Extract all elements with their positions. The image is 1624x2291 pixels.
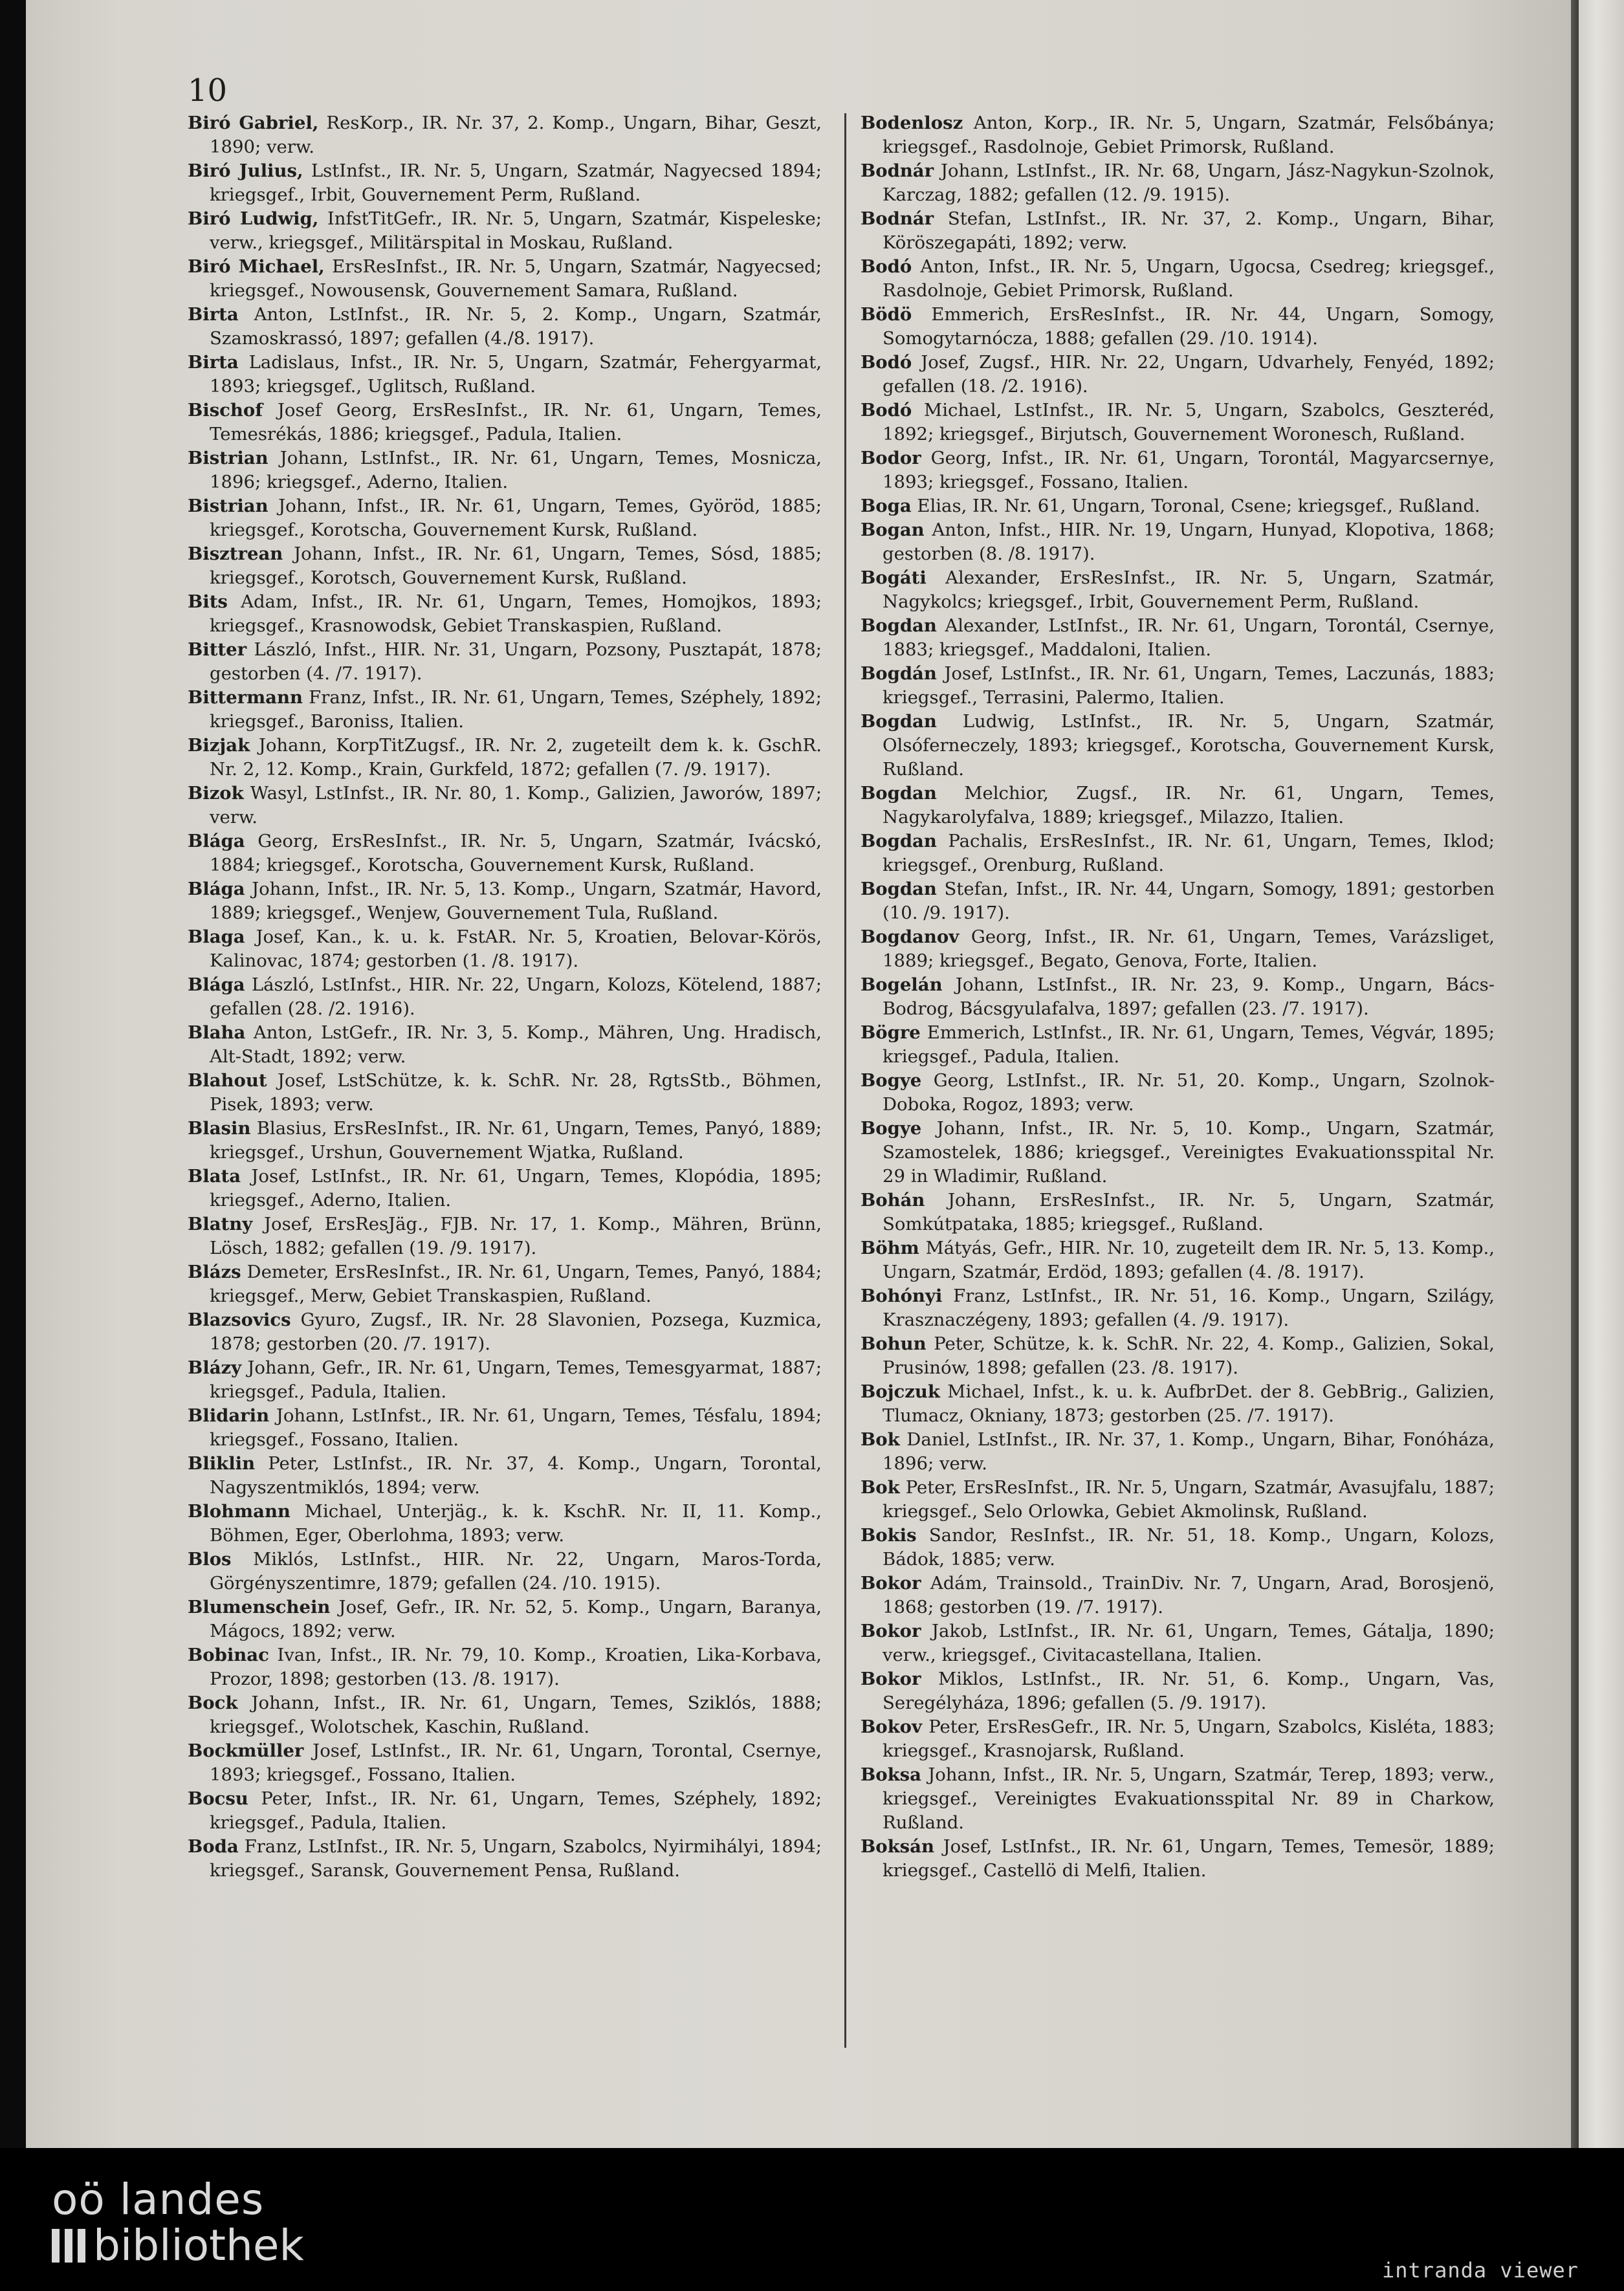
entry-surname: Bitter [188,639,247,660]
register-entry [861,829,1495,877]
entry-surname: Bodnár [861,160,934,181]
register-entry [188,1835,822,1883]
logo-text-line1: oö landes [52,2175,265,2224]
entry-surname: Blaga [188,926,245,947]
register-entry [188,1452,822,1500]
library-logo[interactable] [52,2177,304,2269]
register-entry [188,1548,822,1595]
register-entry [861,207,1495,255]
entry-details: Georg, Infst., IR. Nr. 61, Ungarn, Torontál, Magyarcsernye, 1893; kriegsgef., Fossano, Italien. [883,448,1495,492]
entry-surname: Bizjak [188,735,250,756]
column-divider [844,113,846,2048]
register-entry [861,111,1495,159]
entry-surname: Biró Julius, [188,160,303,181]
right-column [861,111,1495,1883]
entry-details: Peter, ErsResGefr., IR. Nr. 5, Ungarn, Szabolcs, Kisléta, 1883; kriegsgef., Krasnojarsk, Rußland. [883,1716,1495,1761]
entry-details: Josef, LstInfst., IR. Nr. 61, Ungarn, Temes, Klopódia, 1895; kriegsgef., Aderno, Italien. [210,1166,822,1211]
register-entry [861,446,1495,494]
entry-surname: Bizok [188,783,244,804]
register-entry [861,1380,1495,1428]
entry-surname: Boksa [861,1764,921,1785]
entry-details: Josef, Zugsf., HIR. Nr. 22, Ungarn, Udvarhely, Fenyéd, 1892; gefallen (18. /2. 1916). [883,352,1495,397]
register-entry [861,494,1495,518]
register-entry [188,207,822,255]
entry-details: Josef, LstInfst., IR. Nr. 61, Ungarn, Torontal, Csernye, 1893; kriegsgef., Fossano, Italien. [210,1740,822,1785]
entry-details: Alexander, ErsResInfst., IR. Nr. 5, Ungarn, Szatmár, Nagykolcs; kriegsgef., Irbit, Gouvernement Perm, Rußland. [883,567,1495,612]
entry-surname: Bischof [188,400,263,421]
entry-surname: Bodnár [861,208,934,229]
entry-details: Wasyl, LstInfst., IR. Nr. 80, 1. Komp., Galizien, Jaworów, 1897; verw. [210,783,822,828]
entry-surname: Bobinac [188,1645,269,1665]
register-entry [861,662,1495,710]
entry-details: Anton, LstGefr., IR. Nr. 3, 5. Komp., Mähren, Ung. Hradisch, Alt-Stadt, 1892; verw. [210,1022,822,1067]
entry-details: Josef, LstInfst., IR. Nr. 61, Ungarn, Temes, Temesör, 1889; kriegsgef., Castellö di Melfi, Italien. [883,1836,1495,1881]
entry-surname: Blos [188,1549,232,1570]
register-entry [861,1069,1495,1117]
entry-surname: Blohmann [188,1501,291,1522]
register-entry [861,1021,1495,1069]
entry-surname: Bits [188,591,228,612]
entry-surname: Bittermann [188,687,303,708]
register-entry [861,255,1495,303]
entry-surname: Bocsu [188,1788,248,1809]
entry-details: Miklós, LstInfst., HIR. Nr. 22, Ungarn, Maros-Torda, Görgényszentimre, 1879; gefallen (24. /10. 1915). [210,1549,822,1594]
register-entry [861,1667,1495,1715]
left-column [188,111,822,1883]
entry-surname: Biró Gabriel, [188,113,319,133]
entry-surname: Bodor [861,448,921,468]
register-entry [188,111,822,159]
entry-surname: Bodenlosz [861,113,963,133]
register-entry [861,1524,1495,1572]
entry-details: Adám, Trainsold., TrainDiv. Nr. 7, Ungarn, Arad, Borosjenö, 1868; gestorben (19. /7. 1917). [883,1573,1495,1617]
entry-details: Emmerich, LstInfst., IR. Nr. 61, Ungarn, Temes, Végvár, 1895; kriegsgef., Padula, Italien. [883,1022,1495,1067]
entry-surname: Blumenschein [188,1597,331,1617]
register-entry [188,877,822,925]
register-entry [188,1404,822,1452]
entry-surname: Biró Michael, [188,256,325,277]
entry-surname: Birta [188,352,239,373]
entry-surname: Blága [188,974,245,995]
entry-surname: Bodó [861,400,912,421]
entry-details: Johann, LstInfst., IR. Nr. 68, Ungarn, Jász-Nagykun-Szolnok, Karczag, 1882; gefallen (12. /9. 1915). [883,160,1495,205]
entry-details: Johann, LstInfst., IR. Nr. 23, 9. Komp., Ungarn, Bács-Bodrog, Bácsgyulafalva, 1897; gefallen (23. /7. 1917). [883,974,1495,1019]
entry-surname: Bogdan [861,879,937,899]
register-entry [188,1021,822,1069]
register-entry [188,1308,822,1356]
entry-surname: Bokor [861,1621,921,1641]
entry-details: Ivan, Infst., IR. Nr. 79, 10. Komp., Kroatien, Lika-Korbava, Prozor, 1898; gestorben (13. /8. 1917). [210,1645,822,1689]
entry-details: Sandor, ResInfst., IR. Nr. 51, 18. Komp., Ungarn, Kolozs, Bádok, 1885; verw. [883,1525,1495,1570]
register-entry [861,1332,1495,1380]
register-entry [188,1595,822,1643]
entry-details: Josef, LstInfst., IR. Nr. 61, Ungarn, Temes, Laczunás, 1883; kriegsgef., Terrasini, Palermo, Italien. [883,663,1495,708]
entry-surname: Biró Ludwig, [188,208,319,229]
register-entry [861,518,1495,566]
register-entry [861,973,1495,1021]
register-entry [861,1189,1495,1236]
entry-details: Daniel, LstInfst., IR. Nr. 37, 1. Komp., Ungarn, Bihar, Fonóháza, 1896; verw. [883,1429,1495,1474]
entry-details: Josef Georg, ErsResInfst., IR. Nr. 61, Ungarn, Temes, Temesrékás, 1886; kriegsgef., Padula, Italien. [210,400,822,444]
register-entry [188,1691,822,1739]
entry-details: Johann, LstInfst., IR. Nr. 61, Ungarn, Temes, Mosnicza, 1896; kriegsgef., Aderno, Italien. [210,448,822,492]
register-entry [188,829,822,877]
entry-details: László, LstInfst., HIR. Nr. 22, Ungarn, Kolozs, Kötelend, 1887; gefallen (28. /2. 1916). [210,974,822,1019]
register-entry [861,614,1495,662]
register-entry [861,159,1495,207]
entry-details: Ladislaus, Infst., IR. Nr. 5, Ungarn, Szatmár, Fehergyarmat, 1893; kriegsgef., Uglitsch, Rußland. [210,352,822,397]
entry-details: Ludwig, LstInfst., IR. Nr. 5, Ungarn, Szatmár, Olsóferneczely, 1893; kriegsgef., Korotscha, Gouvernement Kursk, Rußland. [883,711,1495,780]
register-entry [188,1739,822,1787]
register-entry [188,1356,822,1404]
register-entry [861,925,1495,973]
register-entry [861,1715,1495,1763]
entry-details: LstInfst., IR. Nr. 5, Ungarn, Szatmár, Nagyecsed 1894; kriegsgef., Irbit, Gouvernement Perm, Rußland. [210,160,822,205]
entry-surname: Bödö [861,304,912,325]
entry-surname: Bohun [861,1333,927,1354]
entry-surname: Blata [188,1166,241,1187]
entry-surname: Birta [188,304,239,325]
facing-page-edge [1579,0,1624,2148]
entry-details: Alexander, LstInfst., IR. Nr. 61, Ungarn, Torontál, Csernye, 1883; kriegsgef., Maddaloni, Italien. [883,615,1495,660]
register-entry [861,782,1495,829]
register-entry [861,1117,1495,1189]
register-entry [188,686,822,734]
register-entry [188,159,822,207]
entry-surname: Bistrian [188,496,269,516]
register-entry [188,399,822,446]
entry-surname: Boksán [861,1836,934,1857]
entry-details: InfstTitGefr., IR. Nr. 5, Ungarn, Szatmár, Kispeleske; verw., kriegsgef., Militärspital in Moskau, Rußland. [210,208,822,253]
entry-details: Josef, ErsResJäg., FJB. Nr. 17, 1. Komp., Mähren, Brünn, Lösch, 1882; gefallen (19. /9. 1917). [210,1214,822,1258]
logo-bars-icon [52,2229,85,2263]
register-entry [861,1763,1495,1835]
page-number: 10 [188,72,228,109]
register-entry [861,566,1495,614]
entry-details: Johann, LstInfst., IR. Nr. 61, Ungarn, Temes, Tésfalu, 1894; kriegsgef., Fossano, Italien. [210,1405,822,1450]
entry-surname: Bliklin [188,1453,256,1474]
entry-details: Peter, Schütze, k. k. SchR. Nr. 22, 4. Komp., Galizien, Sokal, Prusinów, 1898; gefallen (23. /8. 1917). [883,1333,1495,1378]
entry-details: Peter, Infst., IR. Nr. 61, Ungarn, Temes, Széphely, 1892; kriegsgef., Padula, Italien. [210,1788,822,1833]
entry-surname: Bok [861,1477,900,1498]
entry-surname: Bisztrean [188,543,283,564]
register-entry [188,925,822,973]
viewer-brand-label[interactable]: intranda viewer [1382,2258,1579,2283]
register-entry [861,1572,1495,1619]
entry-surname: Blasin [188,1118,251,1139]
entry-surname: Bohán [861,1190,925,1211]
register-entry [861,351,1495,399]
logo-text-line2: bibliothek [93,2220,304,2270]
entry-details: Stefan, LstInfst., IR. Nr. 37, 2. Komp., Ungarn, Bihar, Köröszegapáti, 1892; verw. [883,208,1495,253]
entry-details: Anton, Infst., HIR. Nr. 19, Ungarn, Hunyad, Klopotiva, 1868; gestorben (8. /8. 1917). [883,520,1495,564]
entry-details: Anton, Infst., IR. Nr. 5, Ungarn, Ugocsa, Csedreg; kriegsgef., Rasdolnoje, Gebiet Primorsk, Rußland. [883,256,1495,301]
entry-details: Josef, LstSchütze, k. k. SchR. Nr. 28, RgtsStb., Böhmen, Pisek, 1893; verw. [210,1070,822,1115]
register-entry [188,351,822,399]
entry-surname: Böhm [861,1238,919,1258]
register-entry [861,303,1495,351]
register-entry [861,1835,1495,1883]
entry-details: Georg, ErsResInfst., IR. Nr. 5, Ungarn, Szatmár, Ivácskó, 1884; kriegsgef., Korotscha, Gouvernement Kursk, Rußland. [210,831,822,875]
entry-details: Johann, Infst., IR. Nr. 5, 13. Komp., Ungarn, Szatmár, Havord, 1889; kriegsgef., Wenjew, Gouvernement Tula, Rußland. [210,879,822,923]
entry-details: László, Infst., HIR. Nr. 31, Ungarn, Pozsony, Pusztapát, 1878; gestorben (4. /7. 1917). [210,639,822,684]
register-entry [861,1284,1495,1332]
entry-details: Johann, Infst., IR. Nr. 5, Ungarn, Szatmár, Terep, 1893; verw., kriegsgef., Vereinigtes Evakuationsspital Nr. 89 in Charkow, Rußland. [883,1764,1495,1833]
entry-details: Peter, LstInfst., IR. Nr. 37, 4. Komp., Ungarn, Torontal, Nagyszentmiklós, 1894; verw. [210,1453,822,1498]
entry-details: Blasius, ErsResInfst., IR. Nr. 61, Ungarn, Temes, Panyó, 1889; kriegsgef., Urshun, Gouvernement Wjatka, Rußland. [210,1118,822,1163]
entry-details: Johann, Infst., IR. Nr. 61, Ungarn, Temes, Sósd, 1885; kriegsgef., Korotsch, Gouvernement Kursk, Rußland. [210,543,822,588]
entry-surname: Bokor [861,1573,921,1594]
register-entry [861,877,1495,925]
entry-details: Johann, Infst., IR. Nr. 61, Ungarn, Temes, Sziklós, 1888; kriegsgef., Wolotschek, Kaschin, Rußland. [210,1693,822,1737]
entry-details: Anton, Korp., IR. Nr. 5, Ungarn, Szatmár, Felsőbánya; kriegsgef., Rasdolnoje, Gebiet Primorsk, Rußland. [883,113,1495,157]
entry-details: Emmerich, ErsResInfst., IR. Nr. 44, Ungarn, Somogy, Somogytarnócza, 1888; gefallen (29. /10. 1914). [883,304,1495,349]
entry-surname: Blatny [188,1214,253,1234]
register-entry [861,1619,1495,1667]
entry-surname: Bogelán [861,974,943,995]
register-entry [188,734,822,782]
register-entry [188,1500,822,1548]
entry-surname: Bokov [861,1716,922,1737]
register-entry [188,973,822,1021]
entry-details: Georg, LstInfst., IR. Nr. 51, 20. Komp., Ungarn, Szolnok-Doboka, Rogoz, 1893; verw. [883,1070,1495,1115]
entry-details: Demeter, ErsResInfst., IR. Nr. 61, Ungarn, Temes, Panyó, 1884; kriegsgef., Merw, Gebiet Transkaspien, Rußland. [210,1262,822,1306]
entry-details: Mátyás, Gefr., HIR. Nr. 10, zugeteilt dem IR. Nr. 5, 13. Komp., Ungarn, Szatmár, Erdöd, 1893; gefallen (4. /8. 1917). [883,1238,1495,1282]
entry-details: Johann, Infst., IR. Nr. 5, 10. Komp., Ungarn, Szatmár, Szamostelek, 1886; kriegsgef., Vereinigtes Evakuationsspital Nr. 29 in Wladimir, Rußland. [883,1118,1495,1187]
entry-details: Michael, Infst., k. u. k. AufbrDet. der 8. GebBrig., Galizien, Tlumacz, Okniany, 1873; gestorben (25. /7. 1917). [883,1381,1495,1426]
entry-details: Johann, Gefr., IR. Nr. 61, Ungarn, Temes, Temesgyarmat, 1887; kriegsgef., Padula, Italien. [210,1357,822,1402]
entry-surname: Blazsovics [188,1310,291,1330]
entry-details: Michael, Unterjäg., k. k. KschR. Nr. II, 11. Komp., Böhmen, Eger, Oberlohma, 1893; verw. [210,1501,822,1546]
entry-surname: Bogdán [861,663,937,684]
entry-surname: Blázy [188,1357,242,1378]
entry-surname: Boda [188,1836,239,1857]
entry-surname: Bogdan [861,783,937,804]
register-entry [188,1643,822,1691]
register-entry [188,542,822,590]
entry-surname: Bogdan [861,711,937,732]
entry-surname: Bogáti [861,567,927,588]
entry-surname: Blaha [188,1022,246,1043]
entry-details: Georg, Infst., IR. Nr. 61, Ungarn, Temes, Varázsliget, 1889; kriegsgef., Begato, Genova, Forte, Italien. [883,926,1495,971]
entry-surname: Blága [188,879,245,899]
entry-details: Stefan, Infst., IR. Nr. 44, Ungarn, Somogy, 1891; gestorben (10. /9. 1917). [883,879,1495,923]
register-entry [861,399,1495,446]
register-entry [188,590,822,638]
entry-surname: Bogdan [861,831,937,851]
entry-details: Elias, IR. Nr. 61, Ungarn, Toronal, Csene; kriegsgef., Rußland. [917,496,1480,516]
register-entry [188,1165,822,1212]
entry-surname: Bistrian [188,448,269,468]
entry-surname: Bock [188,1693,238,1713]
entry-details: Gyuro, Zugsf., IR. Nr. 28 Slavonien, Pozsega, Kuzmica, 1878; gestorben (20. /7. 1917). [210,1310,822,1354]
logo-text-row2 [52,2222,304,2269]
entry-details: Josef, Kan., k. u. k. FstAR. Nr. 5, Kroatien, Belovar-Körös, Kalinovac, 1874; gestorben (1. /8. 1917). [210,926,822,971]
register-entry [188,1787,822,1835]
entry-surname: Blázs [188,1262,241,1282]
entry-details: Michael, LstInfst., IR. Nr. 5, Ungarn, Szabolcs, Geszteréd, 1892; kriegsgef., Birjutsch, Gouvernement Woronesch, Rußland. [883,400,1495,444]
register-entry [188,1117,822,1165]
entry-surname: Bokis [861,1525,917,1546]
register-entry [188,638,822,686]
entry-surname: Blidarin [188,1405,270,1426]
entry-surname: Blága [188,831,245,851]
entry-surname: Bogdanov [861,926,960,947]
register-entry [188,1260,822,1308]
entry-surname: Bogye [861,1118,922,1139]
register-entry [861,1476,1495,1524]
entry-surname: Bokor [861,1669,921,1689]
entry-surname: Bockmüller [188,1740,304,1761]
entry-details: Johann, KorpTitZugsf., IR. Nr. 2, zugeteilt dem k. k. GschR. Nr. 2, 12. Komp., Krain, Gurkfeld, 1872; gefallen (7. /9. 1917). [210,735,822,780]
register-entry [861,1236,1495,1284]
entry-surname: Bojczuk [861,1381,940,1402]
entry-surname: Boga [861,496,912,516]
entry-details: Miklos, LstInfst., IR. Nr. 51, 6. Komp., Ungarn, Vas, Seregélyháza, 1896; gefallen (5. /9. 1917). [883,1669,1495,1713]
register-entry [188,446,822,494]
entry-details: ErsResInfst., IR. Nr. 5, Ungarn, Szatmár, Nagyecsed; kriegsgef., Nowousensk, Gouvernement Samara, Rußland. [210,256,822,301]
entry-details: Pachalis, ErsResInfst., IR. Nr. 61, Ungarn, Temes, Iklod; kriegsgef., Orenburg, Rußland. [883,831,1495,875]
entry-details: Josef, Gefr., IR. Nr. 52, 5. Komp., Ungarn, Baranya, Mágocs, 1892; verw. [210,1597,822,1641]
entry-details: Anton, LstInfst., IR. Nr. 5, 2. Komp., Ungarn, Szatmár, Szamoskrassó, 1897; gefallen (4./8. 1917). [210,304,822,349]
entry-surname: Bogye [861,1070,922,1091]
register-entry [188,255,822,303]
entry-surname: Bodó [861,256,912,277]
register-entry [188,303,822,351]
entry-surname: Blahout [188,1070,267,1091]
entry-details: Peter, ErsResInfst., IR. Nr. 5, Ungarn, Szatmár, Avasujfalu, 1887; kriegsgef., Selo Orlowka, Gebiet Akmolinsk, Rußland. [883,1477,1495,1522]
register-entry [861,710,1495,782]
entry-surname: Bohónyi [861,1286,943,1306]
entry-surname: Bogan [861,520,925,540]
register-entry [188,1069,822,1117]
entry-details: Melchior, Zugsf., IR. Nr. 61, Ungarn, Temes, Nagykarolyfalva, 1889; kriegsgef., Milazzo, Italien. [883,783,1495,828]
entry-details: Johann, ErsResInfst., IR. Nr. 5, Ungarn, Szatmár, Somkútpataka, 1885; kriegsgef., Rußland. [883,1190,1495,1234]
register-entry [188,782,822,829]
entry-surname: Bogdan [861,615,937,636]
entry-details: Franz, Infst., IR. Nr. 61, Ungarn, Temes, Széphely, 1892; kriegsgef., Baroniss, Italien. [210,687,822,732]
register-entry [188,494,822,542]
entry-details: Adam, Infst., IR. Nr. 61, Ungarn, Temes, Homojkos, 1893; kriegsgef., Krasnowodsk, Gebiet Transkaspien, Rußland. [210,591,822,636]
entry-surname: Bok [861,1429,900,1450]
entry-surname: Bögre [861,1022,921,1043]
entry-details: ResKorp., IR. Nr. 37, 2. Komp., Ungarn, Bihar, Geszt, 1890; verw. [210,113,822,157]
entry-surname: Bodó [861,352,912,373]
entry-details: Franz, LstInfst., IR. Nr. 51, 16. Komp., Ungarn, Szilágy, Krasznaczégeny, 1893; gefallen (4. /9. 1917). [883,1286,1495,1330]
entry-details: Franz, LstInfst., IR. Nr. 5, Ungarn, Szabolcs, Nyirmihályi, 1894; kriegsgef., Saransk, Gouvernement Pensa, Rußland. [210,1836,822,1881]
entry-details: Johann, Infst., IR. Nr. 61, Ungarn, Temes, Györöd, 1885; kriegsgef., Korotscha, Gouvernement Kursk, Rußland. [210,496,822,540]
register-entry [861,1428,1495,1476]
register-entry [188,1212,822,1260]
entry-details: Jakob, LstInfst., IR. Nr. 61, Ungarn, Temes, Gátalja, 1890; verw., kriegsgef., Civitacastellana, Italien. [883,1621,1495,1665]
